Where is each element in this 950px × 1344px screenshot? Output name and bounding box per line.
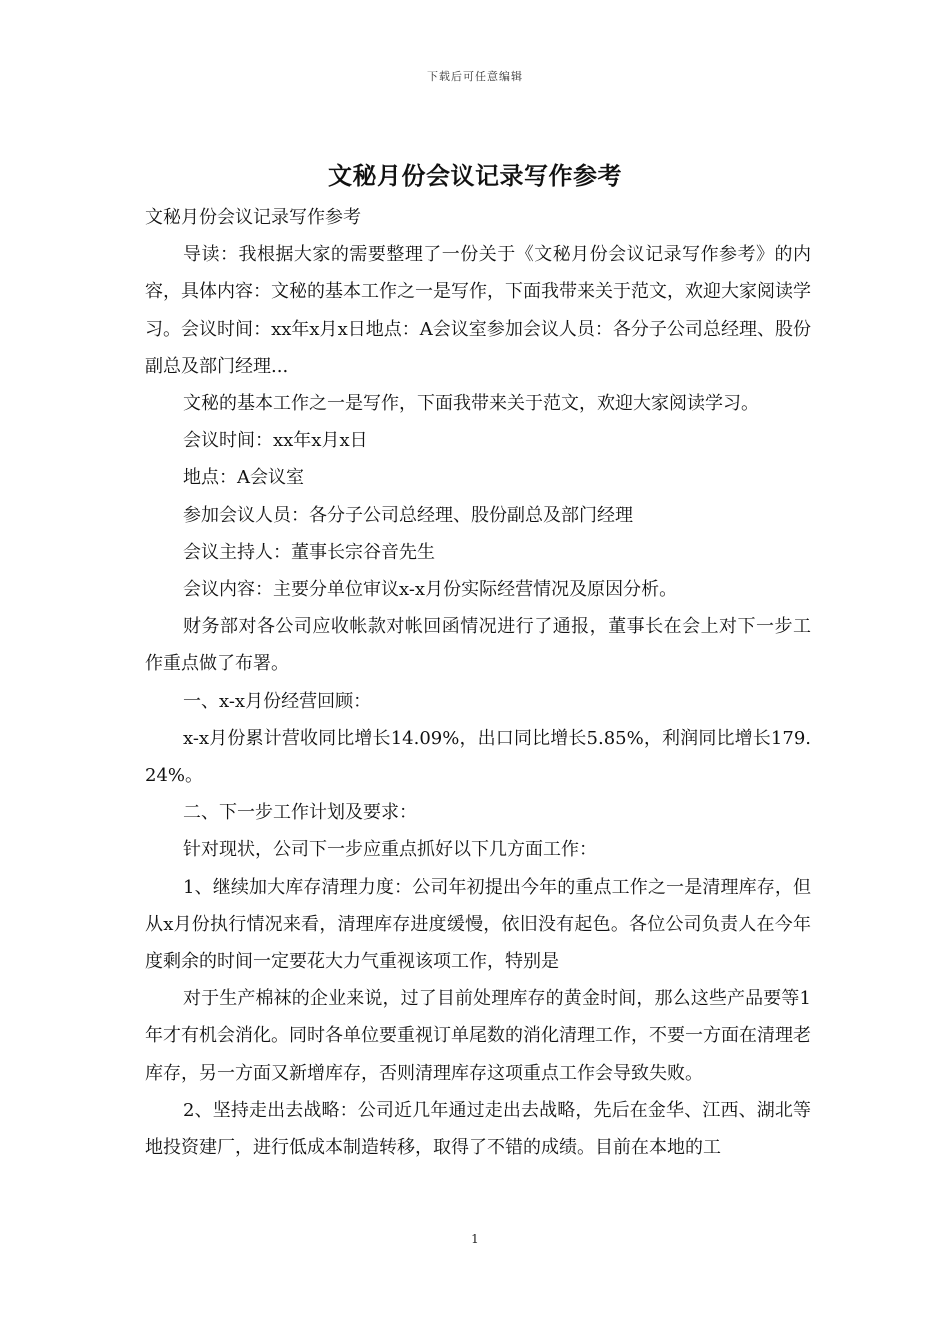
paragraph: 会议内容：主要分单位审议x-x月份实际经营情况及原因分析。 <box>183 579 678 601</box>
paragraph: 二、下一步工作计划及要求： <box>183 802 417 824</box>
paragraph: 针对现状，公司下一步应重点抓好以下几方面工作： <box>183 839 597 861</box>
paragraph: 地点：A会议室 <box>183 467 304 489</box>
header-note: 下载后可任意编辑 <box>427 70 523 83</box>
paragraph: 一、x-x月份经营回顾： <box>183 690 372 712</box>
paragraph: 文秘月份会议记录写作参考 <box>145 207 361 228</box>
document-title: 文秘月份会议记录写作参考 <box>328 161 622 190</box>
paragraph: 导读：我根据大家的需要整理了一份关于《文秘月份会议记录写作参考》的内容，具体内容：文秘的基本工作之一是写作，下面我带来关于范文，欢迎大家阅读学习。会议时间：xx年x月x日地点：A会议室参加会议人员：各分子公司总经理、股份副总及部门经理... <box>145 244 811 377</box>
document-body <box>145 199 811 1166</box>
paragraph: 对于生产棉袜的企业来说，过了目前处理库存的黄金时间，那么这些产品要等1年才有机会消化。同时各单位要重视订单尾数的消化清理工作，不要一方面在清理老库存，另一方面又新增库存，否则清理库存这项重点工作会导致失败。 <box>145 988 811 1084</box>
page-number: 1 <box>471 1232 479 1246</box>
paragraph: 文秘的基本工作之一是写作，下面我带来关于范文，欢迎大家阅读学习。 <box>183 393 759 415</box>
paragraph: 会议主持人：董事长宗谷音先生 <box>183 541 435 563</box>
paragraph: 1、继续加大库存清理力度：公司年初提出今年的重点工作之一是清理库存，但从x月份执行情况来看，清理库存进度缓慢，依旧没有起色。各位公司负责人在今年度剩余的时间一定要花大力气重视该项工作，特别是 <box>145 876 811 973</box>
paragraph: 2、坚持走出去战略：公司近几年通过走出去战略，先后在金华、江西、湖北等地投资建厂，进行低成本制造转移，取得了不错的成绩。目前在本地的工 <box>145 1099 811 1159</box>
paragraph: 财务部对各公司应收帐款对帐回函情况进行了通报，董事长在会上对下一步工作重点做了布署。 <box>145 616 811 675</box>
paragraph: 参加会议人员：各分子公司总经理、股份副总及部门经理 <box>183 504 633 526</box>
paragraph: x-x月份累计营收同比增长14.09%，出口同比增长5.85%，利润同比增长179.24%。 <box>145 727 811 787</box>
paragraph: 会议时间：xx年x月x日 <box>183 430 368 452</box>
